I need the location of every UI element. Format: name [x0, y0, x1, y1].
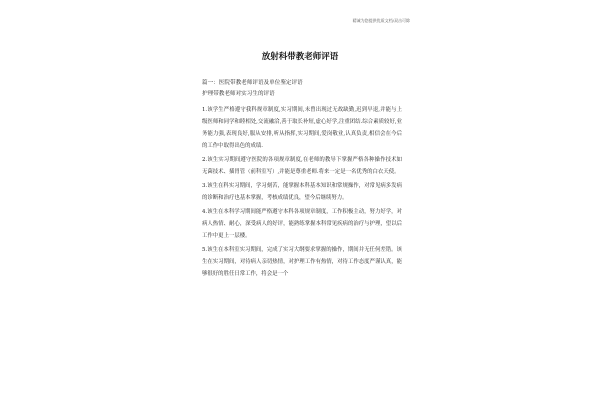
- section-heading: 篇一：医院带教老师评语及单位鉴定评语: [202, 80, 303, 86]
- document-title: 放射科带教老师评语: [261, 52, 339, 62]
- paragraph-5: 5.该生在本科室实习期间，完成了实习大纲要求掌握的操作，期间并无任何差错。该生在实习期间，对待病人亲切热情，对护理工作有热情，对待工作态度严谨认真，能够很好的胜任日常工作，将会是一个: [202, 247, 402, 277]
- sub-heading: 护理带教老师对实习生的评语: [202, 91, 275, 97]
- header-note: 精诚为您提供优质文档/双击可除: [352, 18, 410, 23]
- paragraph-3: 3.该生在科实习期间，学习刻苦，能掌握本科基本知识和常规操作，对常见病多发病的诊断和治疗也基本掌握，考核成绩优良，望今后继续努力。: [202, 183, 402, 201]
- paragraph-4: 4.该生在本科学习期间能严格遵守本科各项规章制度，工作积极主动，努力好学，对病人热情、耐心，深受病人的好评，能熟练掌握本科常见疾病的治疗与护理，望以后工作中更上一层楼。: [202, 209, 402, 239]
- paragraph-2: 2.该生实习期间遵守医院的各项规章制度,在老师的教导下掌握严格各种操作技术如无菌技术、插胃管（前科室写）,并能是尊重老师.将来一定是一名优秀的白衣天使。: [202, 157, 402, 175]
- paragraph-1: 1.该学生严格遵守我科规章制度,实习期间,未曾出现过无故缺勤,迟到早退,并能与上级医师和同学和睦相处,交流融洽,善于取长补短,虚心好学,注重团结.综合素质较好,业务能力强,表现良好,服从安排,听从指挥,实习期间,爱岗敬业,认真负责,相信会在今后的工作中取得出色的成绩.: [202, 107, 402, 149]
- document-body: [202, 78, 402, 282]
